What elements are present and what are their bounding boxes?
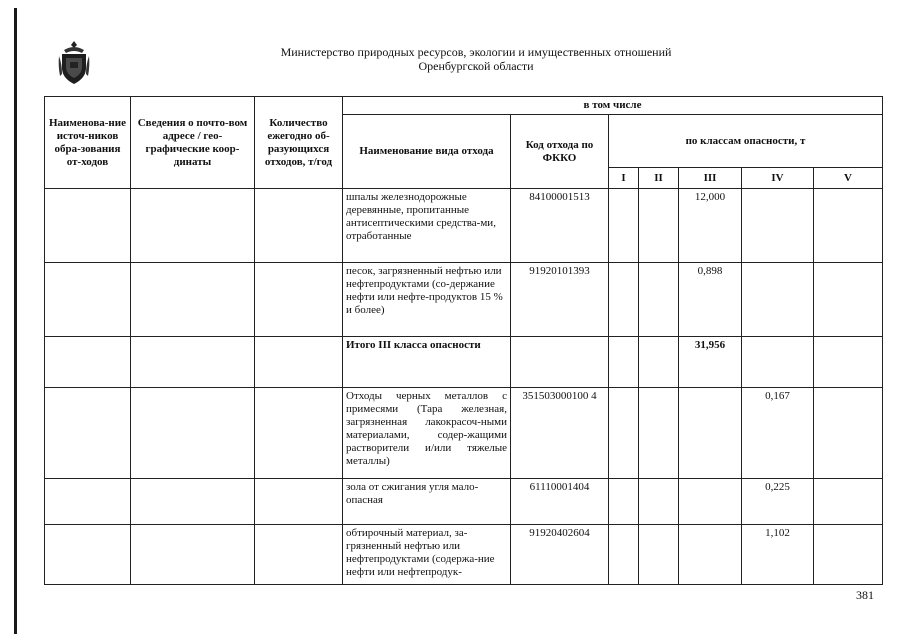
class-5-cell: [814, 189, 883, 263]
waste-name-cell: шпалы железнодорожные деревянные, пропитанные антисептическими средства-ми, отработанные: [343, 189, 511, 263]
waste-name-cell: песок, загрязненный нефтью или нефтепродуктами (со-держание нефти или нефте-продуктов 15 % и более): [343, 263, 511, 337]
address-cell: [131, 525, 255, 585]
total-label-cell: Итого III класса опасности: [343, 337, 511, 388]
header-class-2: II: [639, 168, 679, 189]
address-cell: [131, 337, 255, 388]
class-3-cell: 12,000: [679, 189, 742, 263]
header-code: Код отхода по ФККО: [511, 115, 609, 189]
quantity-cell: [255, 189, 343, 263]
class-1-cell: [609, 479, 639, 525]
address-cell: [131, 479, 255, 525]
class-4-cell: [742, 263, 814, 337]
header-address: Сведения о почто-вом адресе / гео-графические коор-динаты: [131, 97, 255, 189]
waste-code-cell: 91920402604: [511, 525, 609, 585]
class-3-cell: [679, 525, 742, 585]
coat-of-arms-icon: [58, 40, 90, 86]
quantity-cell: [255, 337, 343, 388]
table-row: [45, 388, 883, 479]
table-row-total: [45, 337, 883, 388]
class-5-cell: [814, 337, 883, 388]
class-3-total-cell: 31,956: [679, 337, 742, 388]
class-2-cell: [639, 388, 679, 479]
class-2-cell: [639, 189, 679, 263]
table-row: [45, 525, 883, 585]
address-cell: [131, 263, 255, 337]
class-5-cell: [814, 525, 883, 585]
header-class-3: III: [679, 168, 742, 189]
waste-name-cell: обтирочный материал, за-грязненный нефтью или нефтепродуктами (содержа-ние нефти или нефтепродук-: [343, 525, 511, 585]
scan-edge-line: [14, 8, 17, 634]
quantity-cell: [255, 479, 343, 525]
source-cell: [45, 337, 131, 388]
class-1-cell: [609, 525, 639, 585]
class-1-cell: [609, 337, 639, 388]
document-header: [200, 45, 752, 73]
class-1-cell: [609, 388, 639, 479]
header-waste-name: Наименование вида отхода: [343, 115, 511, 189]
class-2-cell: [639, 479, 679, 525]
class-5-cell: [814, 263, 883, 337]
header-class-1: I: [609, 168, 639, 189]
class-4-cell: [742, 337, 814, 388]
class-4-cell: 1,102: [742, 525, 814, 585]
waste-code-cell: 61110001404: [511, 479, 609, 525]
waste-code-cell: 351503000100 4: [511, 388, 609, 479]
header-source-name: Наименова-ние источ-ников обра-зования от-ходов: [45, 97, 131, 189]
waste-table: [44, 96, 883, 585]
header-including: в том числе: [343, 97, 883, 115]
source-cell: [45, 189, 131, 263]
header-class-5: V: [814, 168, 883, 189]
header-quantity: Количество ежегодно об-разующихся отходов, т/год: [255, 97, 343, 189]
region-title: Оренбургской области: [418, 59, 534, 73]
class-1-cell: [609, 189, 639, 263]
class-2-cell: [639, 525, 679, 585]
table-row: [45, 479, 883, 525]
waste-name-cell: зола от сжигания угля мало-опасная: [343, 479, 511, 525]
header-hazard-classes: по классам опасности, т: [609, 115, 883, 168]
quantity-cell: [255, 388, 343, 479]
waste-name-cell: Отходы черных металлов с примесями (Тара железная, загрязненная лакокрасоч-ными материалами, содер-жащими растворители и/или тяжелые металлы): [343, 388, 511, 479]
ministry-title: Министерство природных ресурсов, экологии и имущественных отношений: [280, 45, 672, 59]
source-cell: [45, 263, 131, 337]
class-4-cell: 0,225: [742, 479, 814, 525]
source-cell: [45, 388, 131, 479]
source-cell: [45, 479, 131, 525]
waste-code-cell: 91920101393: [511, 263, 609, 337]
waste-code-cell: [511, 337, 609, 388]
class-3-cell: [679, 479, 742, 525]
class-4-cell: [742, 189, 814, 263]
table-row: [45, 263, 883, 337]
address-cell: [131, 388, 255, 479]
address-cell: [131, 189, 255, 263]
source-cell: [45, 525, 131, 585]
class-4-cell: 0,167: [742, 388, 814, 479]
class-2-cell: [639, 337, 679, 388]
quantity-cell: [255, 263, 343, 337]
table-row: [45, 189, 883, 263]
waste-code-cell: 84100001513: [511, 189, 609, 263]
class-3-cell: 0,898: [679, 263, 742, 337]
class-3-cell: [679, 388, 742, 479]
class-5-cell: [814, 479, 883, 525]
class-1-cell: [609, 263, 639, 337]
quantity-cell: [255, 525, 343, 585]
class-5-cell: [814, 388, 883, 479]
header-class-4: IV: [742, 168, 814, 189]
class-2-cell: [639, 263, 679, 337]
page-number: 381: [856, 588, 874, 602]
